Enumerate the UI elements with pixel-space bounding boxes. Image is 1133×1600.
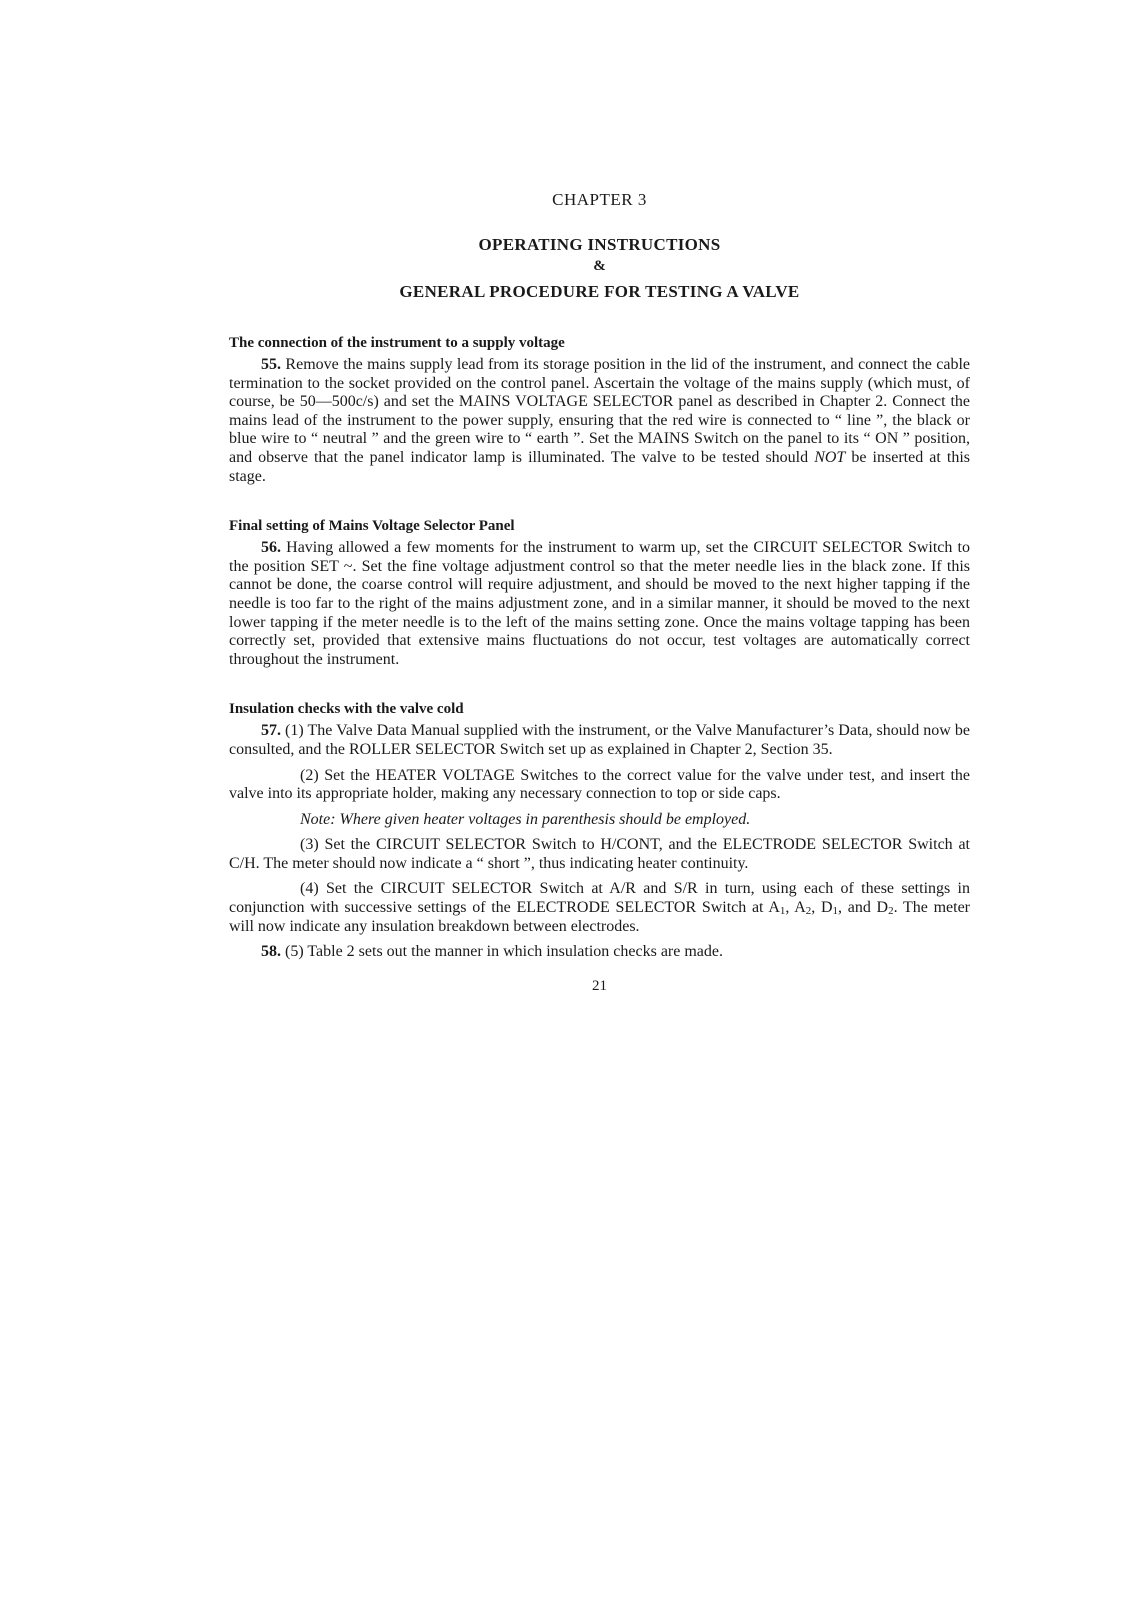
paragraph-number: 55. bbox=[261, 356, 281, 373]
subscript: 2 bbox=[888, 905, 894, 918]
note-paragraph bbox=[229, 811, 970, 830]
section-56 bbox=[229, 516, 970, 669]
title-line-2: GENERAL PROCEDURE FOR TESTING A VALVE bbox=[399, 282, 800, 301]
note-label: Note: bbox=[300, 810, 336, 828]
separator: , and D bbox=[838, 899, 889, 917]
paragraph-number: 56. bbox=[261, 539, 281, 557]
paragraph-57-2: (2) Set the HEATER VOLTAGE Switches to the correct value for the valve under test, and insert the valve into its appropriate holder, making any necessary connection to top or side caps. bbox=[229, 766, 970, 803]
paragraph-55 bbox=[229, 356, 970, 486]
page-number: 21 bbox=[592, 977, 607, 994]
subscript: 1 bbox=[832, 905, 839, 918]
title-ampersand: & bbox=[593, 258, 606, 274]
title-line-1: OPERATING INSTRUCTIONS bbox=[478, 235, 721, 254]
paragraph-number: 57. bbox=[261, 722, 281, 740]
chapter-label: CHAPTER 3 bbox=[552, 190, 647, 209]
paragraph-text: (1) The Valve Data Manual supplied with the instrument, or the Valve Manufacturer’s Data, should now be consulted, and the ROLLER SELECTOR Switch set up as explained in Chapter 2, Section 35. bbox=[229, 722, 970, 758]
subscript: 1 bbox=[779, 905, 786, 918]
section-heading: Final setting of Mains Voltage Selector Panel bbox=[229, 518, 515, 535]
document-page bbox=[229, 190, 970, 995]
section-heading: Insulation checks with the valve cold bbox=[229, 701, 464, 718]
paragraph-text: (4) Set the CIRCUIT SELECTOR Switch at A/R and S/R in turn, using each of these settings in conjunction with successive settings of the ELECTRODE SELECTOR Switch at A bbox=[229, 880, 970, 917]
paragraph-number: 58. bbox=[261, 943, 281, 961]
section-55 bbox=[229, 333, 970, 486]
paragraph-57-4 bbox=[229, 880, 970, 936]
emphasis-text: NOT bbox=[814, 448, 846, 466]
paragraph-58 bbox=[229, 943, 970, 962]
separator: , D bbox=[811, 899, 833, 917]
paragraph-text: Having allowed a few moments for the instrument to warm up, set the CIRCUIT SELECTOR Switch to the position SET ~. Set the fine voltage adjustment control so that the meter needle lies in the black zone. If this cannot be done, the coarse control will require adjustment, and should be moved to the next higher tapping if the needle is too far to the right of the mains adjustment zone, and in a similar manner, it should be moved to the next lower tapping if the meter needle is to the left of the mains setting zone. Once the mains voltage tapping has been correctly set, provided that extensive mains fluctuations do not occur, test voltages are automatically correct throughout the instrument. bbox=[229, 539, 970, 668]
paragraph-text: Remove the mains supply lead from its storage position in the lid of the instrument, and connect the cable termination to the socket provided on the control panel. Ascertain the voltage of the mains supply (which must, of course, be 50—500c/s) and set the MAINS VOLTAGE SELECTOR panel as described in Chapter 2. Connect the mains lead of the instrument to the power supply, ensuring that the red wire is connected to “ line ”, the black or blue wire to “ neutral ” and the green wire to “ earth ”. Set the MAINS Switch on the panel to its “ ON ” position, and observe that the panel indicator lamp is illuminated. The valve to be tested should bbox=[229, 356, 970, 466]
paragraph-text-end: be inserted at this stage. bbox=[229, 448, 970, 485]
separator: , A bbox=[785, 899, 806, 917]
paragraph-57-3: (3) Set the CIRCUIT SELECTOR Switch to H/CONT, and the ELECTRODE SELECTOR Switch at C/H. The meter should now indicate a “ short ”, thus indicating heater continuity. bbox=[229, 836, 970, 872]
note-text: Where given heater voltages in parenthesis should be employed. bbox=[335, 810, 751, 828]
paragraph-56 bbox=[229, 539, 970, 669]
paragraph-text: (5) Table 2 sets out the manner in which insulation checks are made. bbox=[281, 943, 724, 961]
paragraph-text-end: . The meter will now indicate any insulation breakdown between electrodes. bbox=[229, 899, 971, 935]
section-57 bbox=[229, 699, 970, 962]
section-heading: The connection of the instrument to a supply voltage bbox=[229, 335, 565, 351]
paragraph-57-1 bbox=[229, 722, 970, 759]
subscript: 2 bbox=[805, 905, 812, 918]
